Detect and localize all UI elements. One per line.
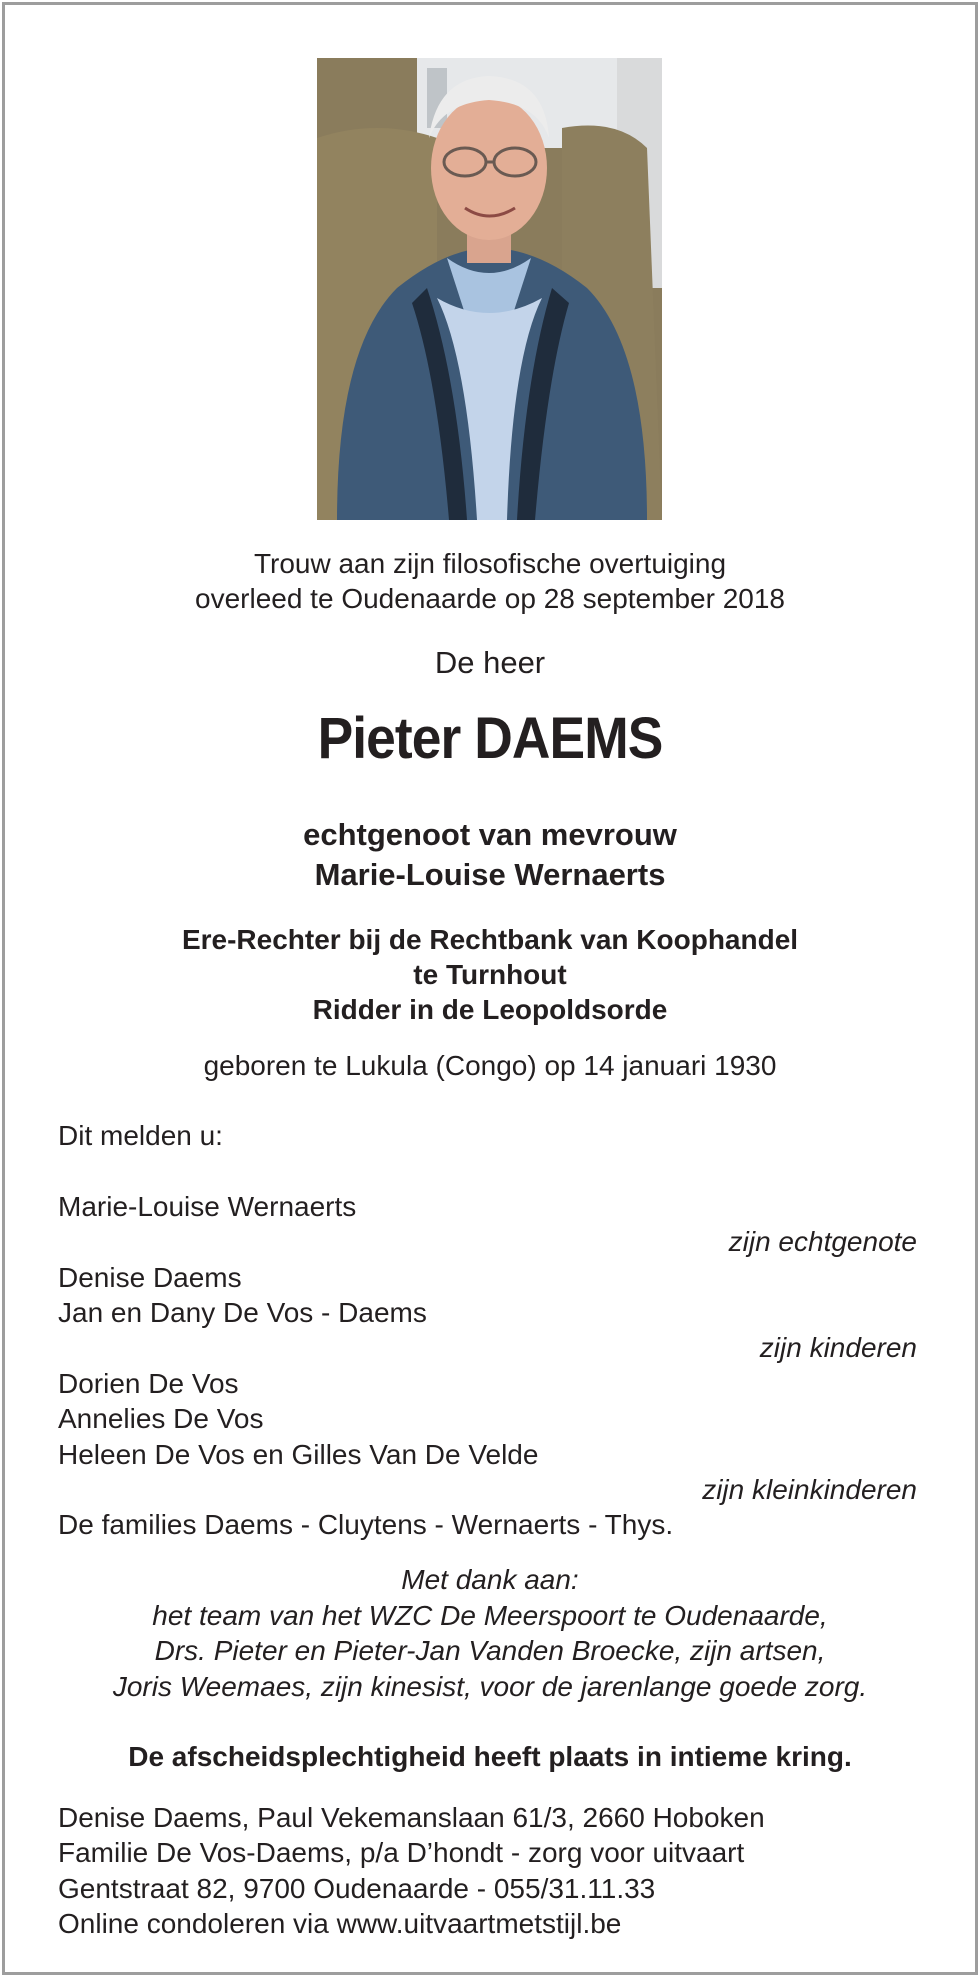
contact-line-2: Familie De Vos-Daems, p/a D’hondt - zorg voor uitvaart [58, 1837, 745, 1869]
family-child-1: Denise Daems [58, 1261, 242, 1293]
intro-line-2: overleed te Oudenaarde op 28 september 2018 [195, 583, 785, 614]
intro-line-1: Trouw aan zijn filosofische overtuiging [253, 548, 727, 579]
thanks-line-3: Drs. Pieter en Pieter-Jan Vanden Broecke, zijn artsen, [154, 1635, 826, 1666]
honors-block [0, 922, 980, 1027]
family-grandchild-2: Annelies De Vos [58, 1403, 264, 1435]
relation-grandchildren: zijn kleinkinderen [702, 1473, 917, 1505]
name-prefix: De heer [434, 645, 546, 680]
family-spouse: Marie-Louise Wernaerts [58, 1190, 357, 1222]
spouse-line-2: Marie-Louise Wernaerts [314, 857, 666, 892]
death-notice [0, 546, 980, 616]
relation-children: zijn kinderen [759, 1332, 917, 1364]
birth-line: geboren te Lukula (Congo) op 14 januari 1930 [203, 1050, 777, 1081]
family-child-2: Jan en Dany De Vos - Daems [58, 1296, 427, 1328]
family-grandchild-3: Heleen De Vos en Gilles Van De Velde [58, 1438, 539, 1470]
spouse-line-1: echtgenoot van mevrouw [303, 817, 677, 852]
deceased-name: Pieter DAEMS [317, 706, 663, 771]
ceremony-note: De afscheidsplechtigheid heeft plaats in intieme kring. [128, 1741, 852, 1772]
family-grandchild-1: Dorien De Vos [58, 1367, 239, 1399]
title-line-1: Ere-Rechter bij de Rechtbank van Koophandel [181, 924, 799, 955]
contact-line-3: Gentstraat 82, 9700 Oudenaarde - 055/31.11.33 [58, 1872, 656, 1904]
contact-block [58, 1800, 765, 1941]
thanks-block [0, 1562, 980, 1704]
title-line-3: Ridder in de Leopoldsorde [312, 994, 668, 1025]
family-list [58, 1118, 917, 1543]
thanks-line-4: Joris Weemaes, zijn kinesist, voor de jarenlange goede zorg. [112, 1670, 868, 1702]
relation-spouse: zijn echtgenote [728, 1226, 917, 1258]
family-families: De families Daems - Cluytens - Wernaerts - Thys. [58, 1509, 674, 1541]
thanks-line-2: het team van het WZC De Meerspoort te Oudenaarde, [152, 1599, 828, 1631]
title-line-2: te Turnhout [413, 959, 567, 990]
contact-line-4: Online condoleren via www.uitvaartmetstijl.be [58, 1907, 622, 1939]
thanks-line-1: Met dank aan: [401, 1564, 579, 1595]
spouse-block [0, 815, 980, 895]
portrait-photo [317, 58, 662, 520]
family-heading: Dit melden u: [58, 1120, 223, 1151]
spacer [58, 1153, 917, 1188]
contact-line-1: Denise Daems, Paul Vekemanslaan 61/3, 2660 Hoboken [58, 1802, 765, 1833]
